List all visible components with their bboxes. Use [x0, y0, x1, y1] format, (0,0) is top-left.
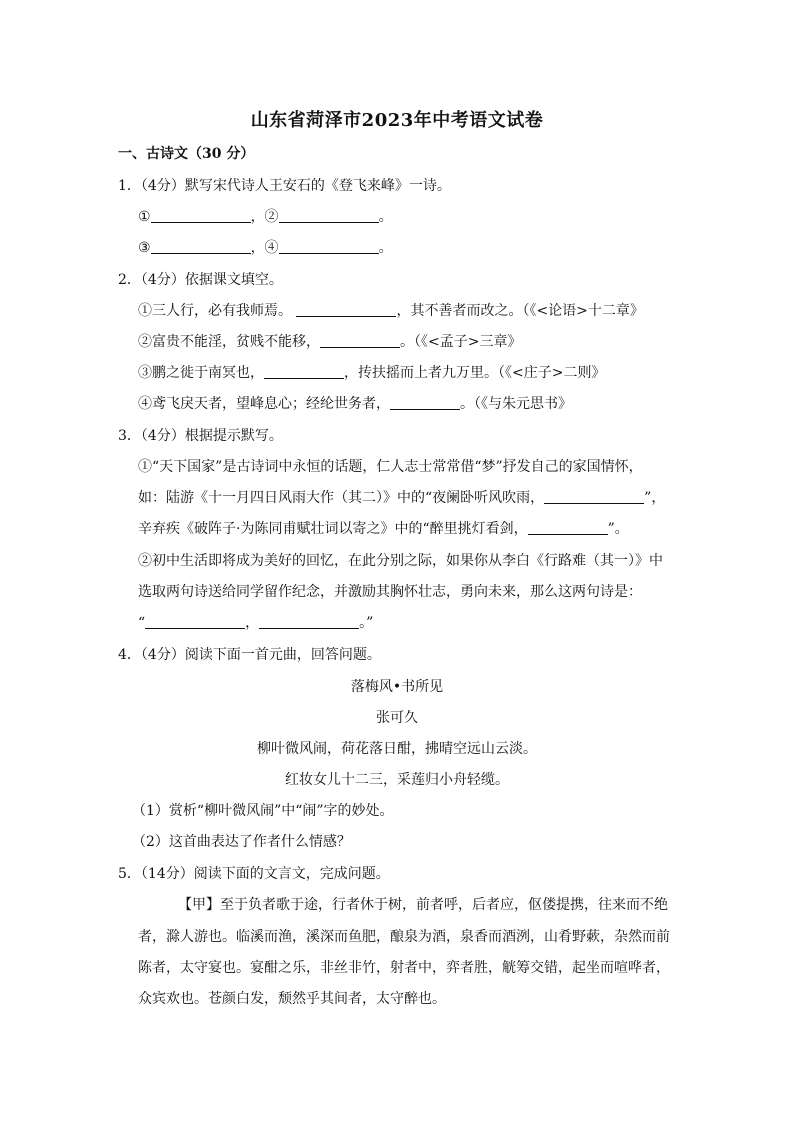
section-heading: 一、古诗文（30 分） — [118, 146, 255, 162]
punctuation: 。 — [378, 240, 393, 256]
answer-blank[interactable] — [296, 302, 396, 317]
question-3-para-5: 选取两句诗送给同学留作纪念，并激励其胸怀壮志，勇向未来，那么这两句诗是： — [138, 584, 642, 600]
passage-line-3: 陈者，太守宴也。宴酣之乐，非丝非竹，射者中，弈者胜，觥筹交错，起坐而喧哗者， — [138, 960, 670, 976]
text: ，其不善者而改之。（《<论语>十二章》 — [396, 303, 644, 319]
poem-line-2: 红妆女儿十二三，采莲归小舟轻缆。 — [285, 772, 509, 788]
text: ①三人行，必有我师焉。 — [138, 303, 297, 319]
question-2-item-d — [138, 394, 572, 414]
text: ③鹏之徙于南冥也， — [138, 365, 264, 381]
answer-blank[interactable] — [279, 239, 379, 254]
answer-blank[interactable] — [145, 614, 245, 629]
question-5-stem: 5．（14分）阅读下面的文言文，完成问题。 — [118, 866, 390, 882]
separator: ，② — [250, 209, 279, 225]
answer-blank[interactable] — [320, 333, 400, 348]
page-title: 山东省菏泽市2023年中考语文试卷 — [250, 110, 544, 131]
answer-blank[interactable] — [390, 395, 460, 410]
question-4-sub-2: （2）这首曲表达了作者什么情感？ — [132, 834, 351, 850]
poem-title: 落梅风•书所见 — [350, 679, 444, 695]
text: 辛弃疾《破阵子·为陈同甫赋壮词以寄之》中的“醉里挑灯看剑， — [138, 521, 528, 537]
text: ④鸢飞戾天者，望峰息心；经纶世务者， — [138, 396, 390, 412]
passage-line-1: 【甲】至于负者歌于途，行者休于树，前者呼，后者应，伛偻提携，往来而不绝 — [178, 897, 668, 913]
answer-blank[interactable] — [151, 208, 251, 223]
text: 。（《<孟子>三章》 — [400, 334, 522, 350]
question-2-stem: 2．（4分）依据课文填空。 — [118, 272, 283, 288]
text: “ — [138, 615, 146, 631]
question-3-para-4: ②初中生活即将成为美好的回忆，在此分别之际，如果你从李白《行路难（其一）》中 — [138, 553, 663, 569]
passage-line-4: 众宾欢也。苍颜白发，颓然乎其间者，太守醉也。 — [138, 991, 446, 1007]
marker: ③ — [138, 240, 151, 256]
text: 。（《与朱元思书》 — [460, 396, 572, 412]
question-1-line-1 — [138, 207, 393, 227]
question-4-stem: 4．（4分）阅读下面一首元曲，回答问题。 — [118, 647, 381, 663]
poem-author: 张可久 — [376, 710, 418, 726]
separator: ，④ — [250, 240, 279, 256]
question-2-item-c — [138, 363, 605, 383]
punctuation: 。 — [378, 209, 393, 225]
answer-blank[interactable] — [279, 208, 379, 223]
question-1-line-2 — [138, 238, 393, 258]
question-3-para-6 — [138, 613, 373, 633]
text: ”。 — [607, 521, 629, 537]
question-4-sub-1: （1）赏析“柳叶微风闹”中“闹”字的妙处。 — [132, 803, 394, 819]
answer-blank[interactable] — [528, 520, 608, 535]
answer-blank[interactable] — [264, 364, 344, 379]
question-2-item-a — [138, 301, 644, 321]
question-2-item-b — [138, 332, 521, 352]
text: ②富贵不能淫，贫贱不能移， — [138, 334, 320, 350]
text: ， — [245, 615, 260, 631]
text: ，抟扶摇而上者九万里。（《<庄子>二则》 — [344, 365, 606, 381]
text: ”， — [644, 490, 666, 506]
question-3-para-2 — [138, 488, 665, 508]
text: 如：陆游《十一月四日风雨大作（其二）》中的“夜阑卧听风吹雨， — [138, 490, 545, 506]
question-3-stem: 3．（4分）根据提示默写。 — [118, 428, 283, 444]
answer-blank[interactable] — [544, 489, 644, 504]
answer-blank[interactable] — [151, 239, 251, 254]
text: 。” — [359, 615, 374, 631]
poem-line-1: 柳叶微风闹，荷花落日酣，拂晴空远山云淡。 — [257, 741, 537, 757]
answer-blank[interactable] — [259, 614, 359, 629]
question-3-para-1: ①“天下国家”是古诗词中永恒的话题，仁人志士常常借“梦”抒发自己的家国情怀， — [138, 459, 643, 475]
marker: ① — [138, 209, 151, 225]
passage-line-2: 者，滁人游也。临溪而渔，溪深而鱼肥，酿泉为酒，泉香而酒洌，山肴野蔌，杂然而前 — [138, 929, 670, 945]
question-3-para-3 — [138, 519, 629, 539]
question-1-stem: 1．（4分）默写宋代诗人王安石的《登飞来峰》一诗。 — [118, 178, 451, 194]
